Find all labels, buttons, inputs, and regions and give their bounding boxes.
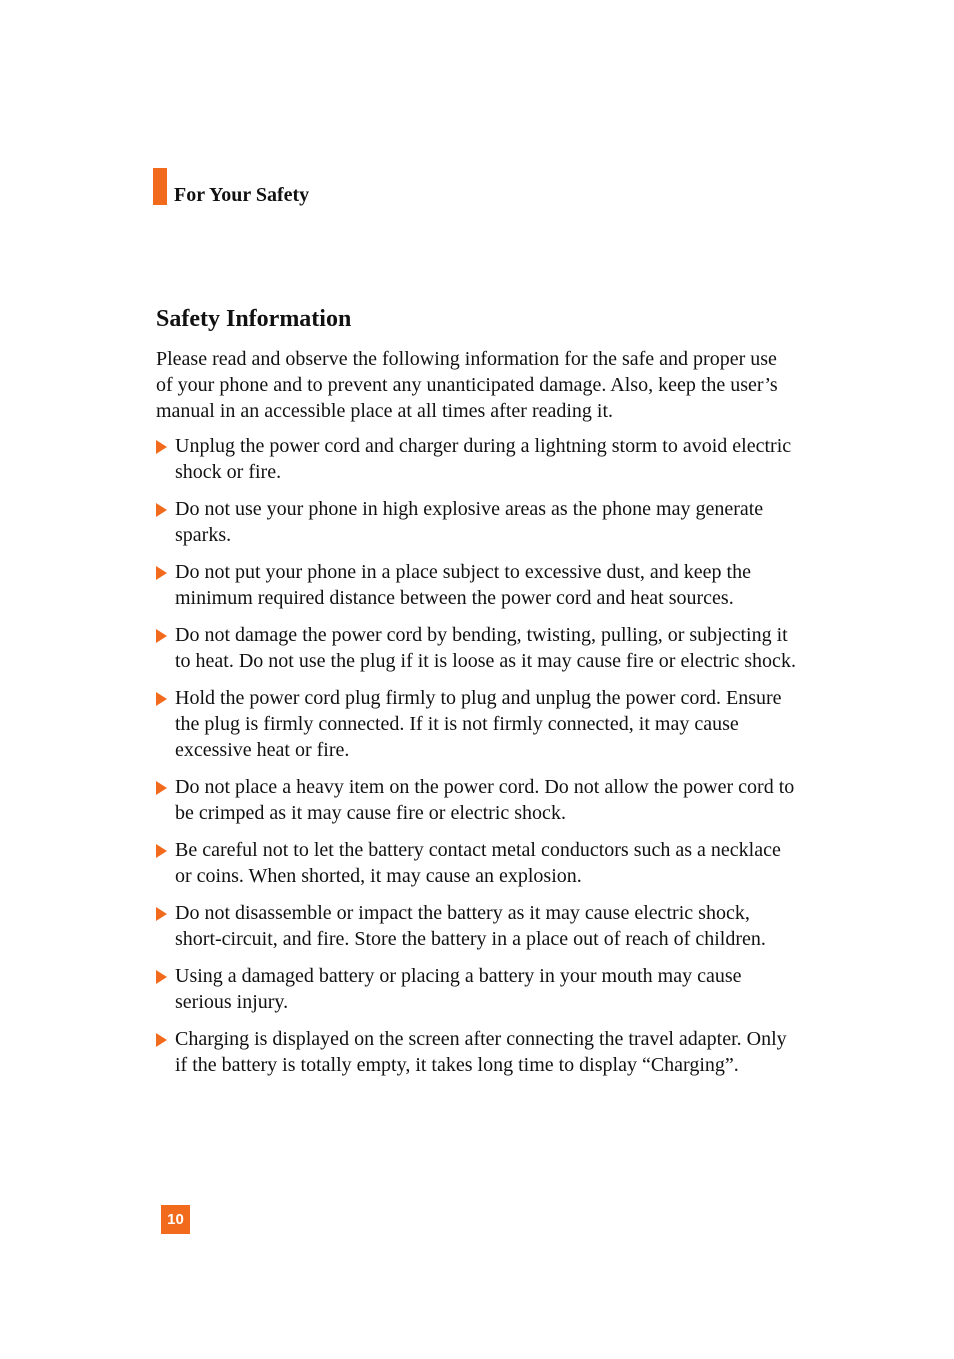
triangle-bullet-icon: [156, 692, 167, 706]
list-item: [156, 622, 796, 674]
triangle-bullet-icon: [156, 1033, 167, 1047]
triangle-bullet-icon: [156, 844, 167, 858]
header-accent-bar: [153, 168, 167, 205]
list-item: [156, 496, 796, 548]
triangle-bullet-icon: [156, 970, 167, 984]
section-header: [153, 168, 309, 205]
safety-information-section: [156, 303, 796, 1089]
triangle-bullet-icon: [156, 440, 167, 454]
triangle-bullet-icon: [156, 781, 167, 795]
list-item: [156, 1026, 796, 1078]
list-item: [156, 963, 796, 1015]
safety-bullet-list: [156, 433, 796, 1078]
list-item-text: Charging is displayed on the screen after connecting the travel adapter. Only if the battery is totally empty, it takes long time to display “Charging”.: [175, 1028, 787, 1076]
list-item-text: Do not use your phone in high explosive areas as the phone may generate sparks.: [175, 498, 764, 546]
list-item-text: Do not disassemble or impact the battery as it may cause electric shock, short-circuit, and fire. Store the battery in a place out of reach of children.: [175, 902, 766, 950]
list-item: [156, 837, 796, 889]
intro-paragraph: Please read and observe the following information for the safe and proper use of your phone and to prevent any unanticipated damage. Also, keep the user’s manual in an accessible place at all times after reading it.: [156, 348, 778, 422]
list-item: [156, 559, 796, 611]
list-item-text: Unplug the power cord and charger during a lightning storm to avoid electric shock or fire.: [175, 435, 792, 483]
triangle-bullet-icon: [156, 629, 167, 643]
list-item-text: Do not damage the power cord by bending, twisting, pulling, or subjecting it to heat. Do not use the plug if it is loose as it may cause fire or electric shock.: [175, 624, 796, 672]
triangle-bullet-icon: [156, 566, 167, 580]
section-title: Safety Information: [156, 306, 352, 332]
list-item: [156, 433, 796, 485]
page-number-badge: 10: [161, 1205, 190, 1234]
list-item: [156, 900, 796, 952]
list-item-text: Be careful not to let the battery contact metal conductors such as a necklace or coins. When shorted, it may cause an explosion.: [175, 839, 781, 887]
list-item-text: Using a damaged battery or placing a battery in your mouth may cause serious injury.: [175, 965, 742, 1013]
list-item: [156, 685, 796, 763]
list-item: [156, 774, 796, 826]
triangle-bullet-icon: [156, 907, 167, 921]
triangle-bullet-icon: [156, 503, 167, 517]
list-item-text: Hold the power cord plug firmly to plug and unplug the power cord. Ensure the plug is firmly connected. If it is not firmly connected, it may cause excessive heat or fire.: [175, 687, 782, 761]
list-item-text: Do not put your phone in a place subject to excessive dust, and keep the minimum required distance between the power cord and heat sources.: [175, 561, 751, 609]
header-title: For Your Safety: [174, 184, 310, 206]
list-item-text: Do not place a heavy item on the power cord. Do not allow the power cord to be crimped as it may cause fire or electric shock.: [175, 776, 795, 824]
